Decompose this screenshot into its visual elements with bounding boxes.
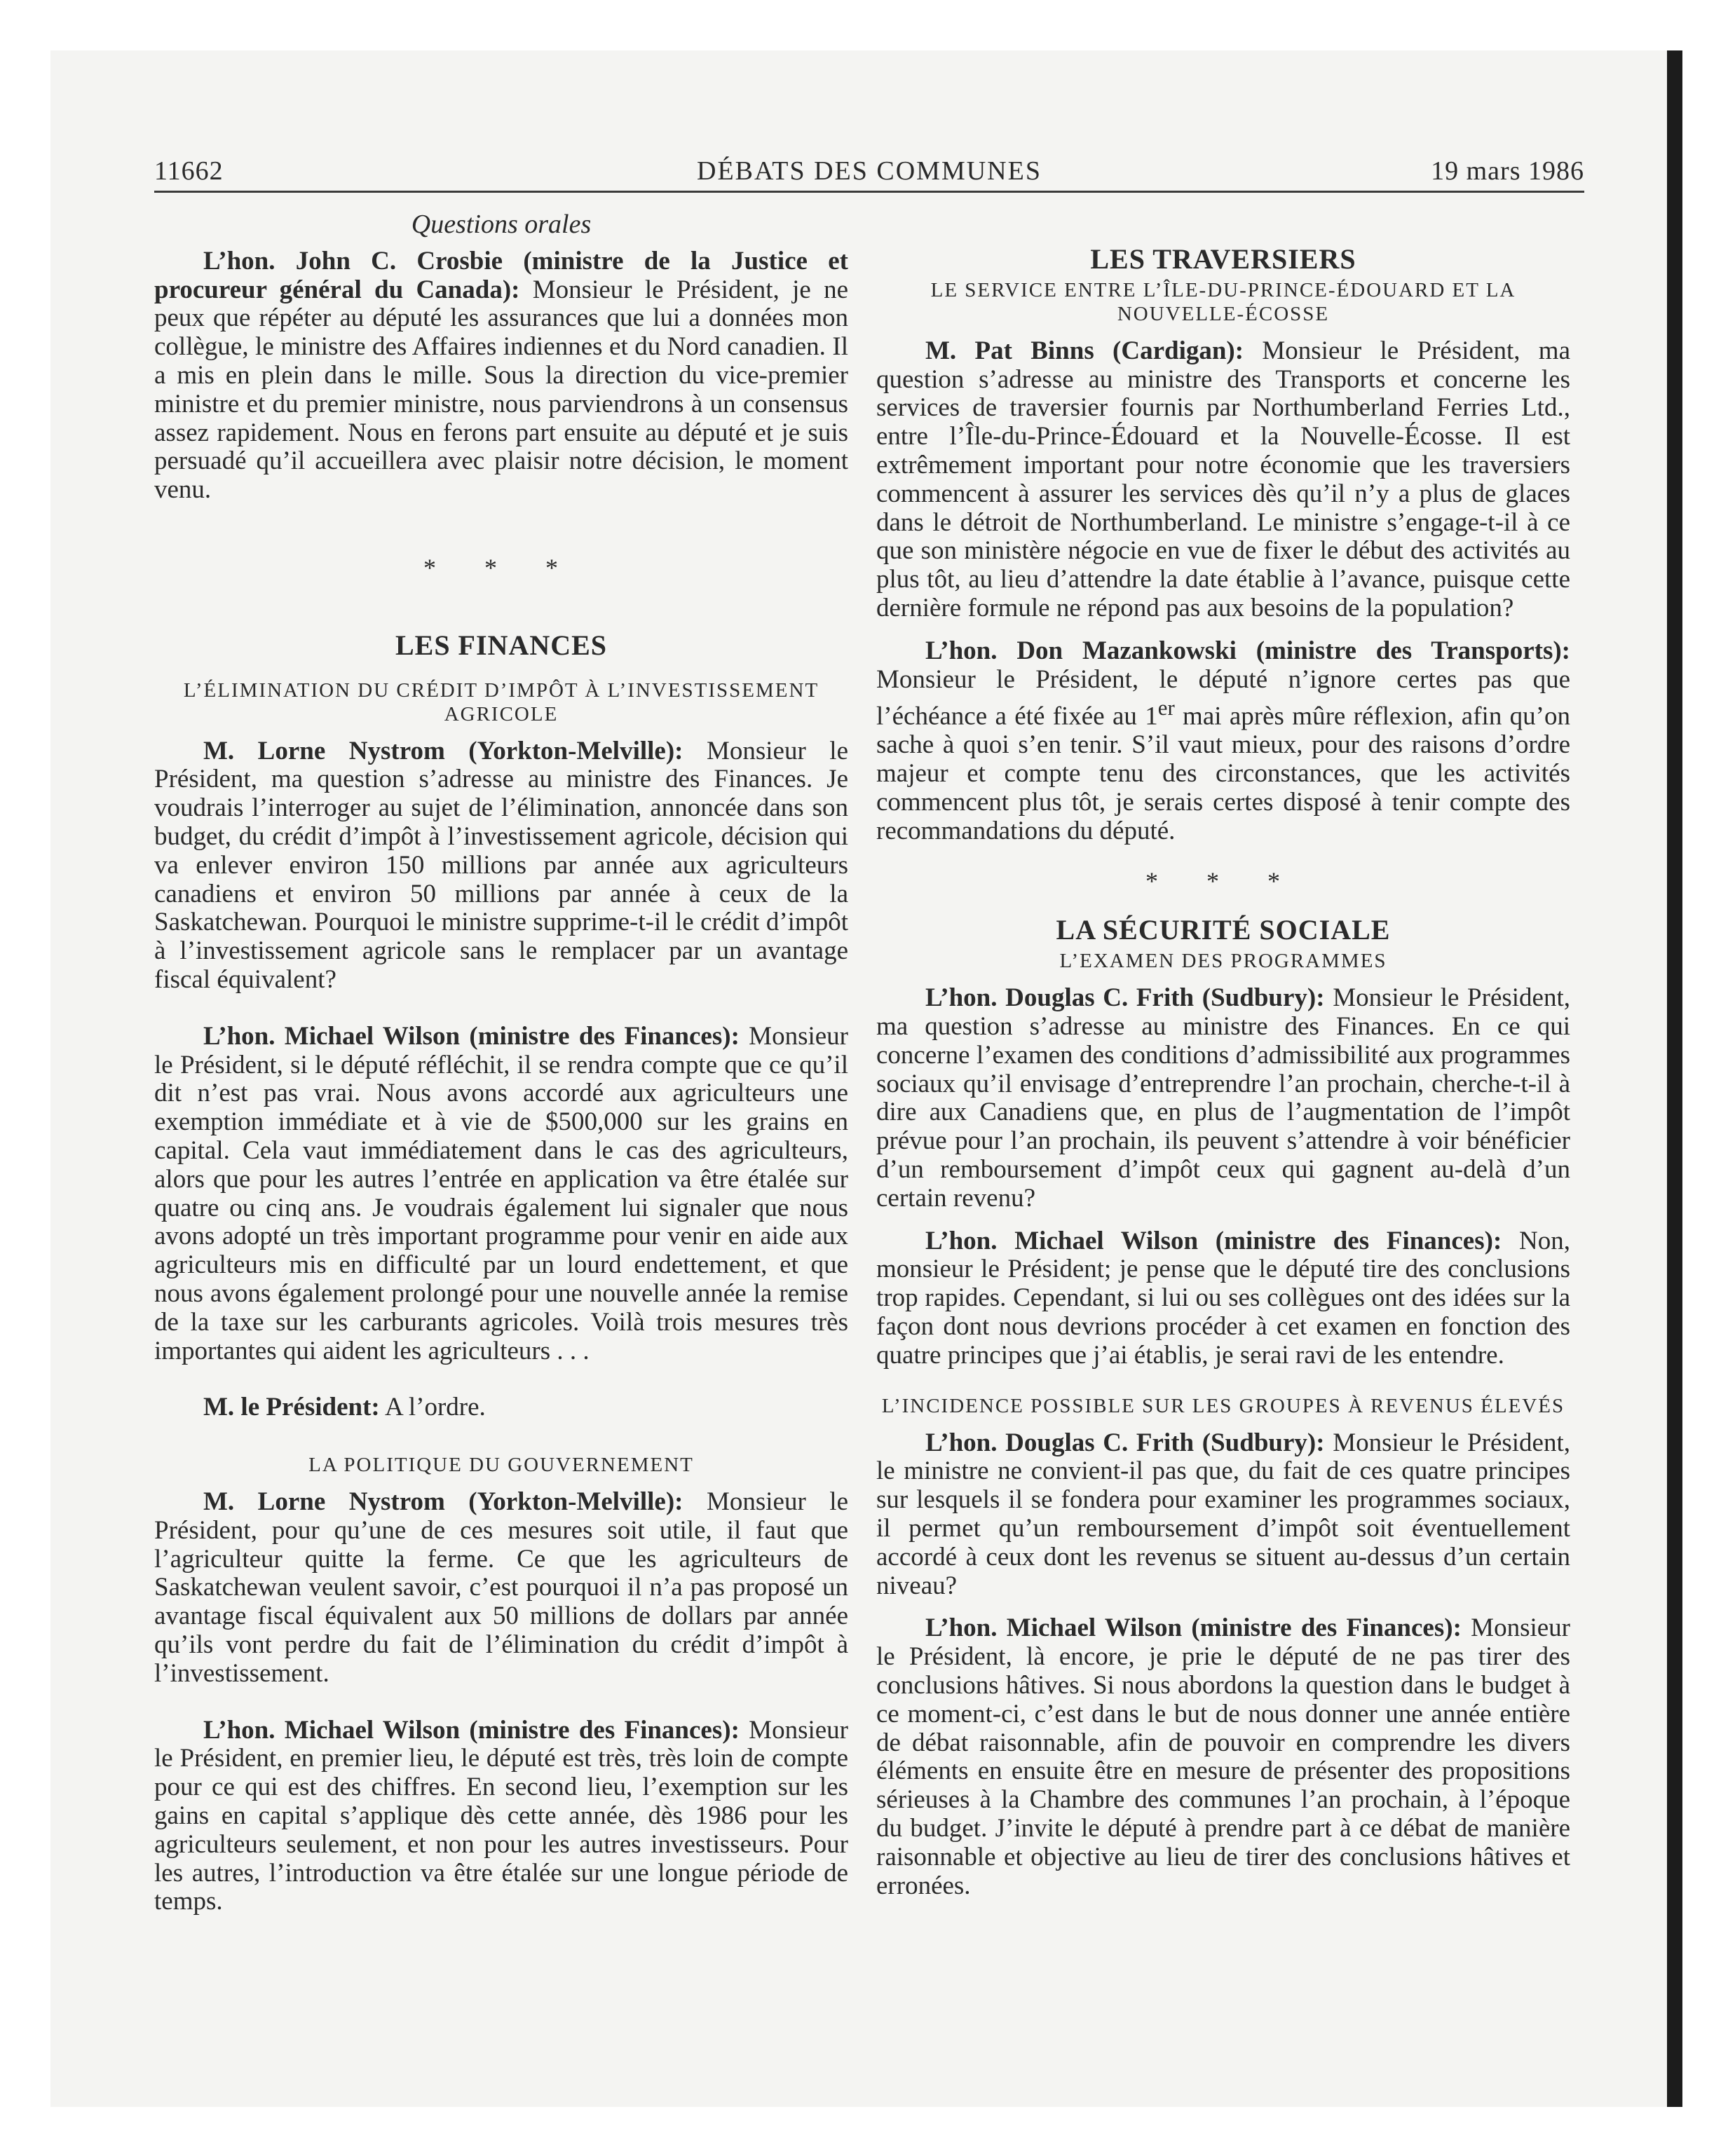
page-number: 11662 [154, 156, 224, 186]
speech-text: Monsieur le Président, là encore, je prie le député de ne pas tirer des conclusions hâtives. Si nous abordons la question dans le budget à ce moment-ci, c’est dans le but de nous donner une année entière de débat raisonnable, afin de pouvoir en comprendre les divers éléments en ensuite être en mesure de présenter des propositions sérieuses à la Chambre des communes l’an prochain, à l’époque du budget. J’invite le député à prendre part à ce débat de manière raisonnable et objective au lieu de tirer des conclusions hâtives et erronées. [876, 1613, 1570, 1900]
speaker-name: L’hon. Michael Wilson (ministre des Finances): [925, 1613, 1462, 1643]
section-label: Questions orales [411, 210, 592, 239]
right-column [876, 245, 1570, 1900]
speech-paragraph [154, 1393, 848, 1422]
subsection-heading: L’INCIDENCE POSSIBLE SUR LES GROUPES À REVENUS ÉLEVÉS [881, 1394, 1565, 1417]
section-separator: * * * [1145, 866, 1301, 895]
speech-paragraph [876, 1429, 1570, 1601]
subsection-heading: LA POLITIQUE DU GOUVERNEMENT [308, 1454, 694, 1477]
speaker-name: L’hon. Michael Wilson (ministre des Finances): [203, 1715, 740, 1745]
section-heading: LES FINANCES [395, 629, 608, 661]
scan-edge-bar [1667, 50, 1682, 2107]
ordinal-superscript: er [1157, 696, 1175, 721]
speech-text: Non, monsieur le Président; je pense que le député tire des conclusions trop rapides. Cependant, si lui ou ses collègues ont des idées sur la façon dont nous devrions procéder à cet examen en fonction des quatre principes que j’ai établis, je serai ravi de les entendre. [876, 1226, 1570, 1370]
speech-text: Monsieur le Président, le député n’ignore certes pas que l’échéance a été fixée au 1 [876, 664, 1570, 731]
section-heading: LA SÉCURITÉ SOCIALE [1056, 914, 1391, 946]
speaker-name: L’hon. Don Mazankowski (ministre des Transports): [925, 636, 1570, 665]
publication-date: 19 mars 1986 [1431, 156, 1584, 186]
speech-paragraph [154, 247, 848, 505]
page-header [154, 154, 1584, 193]
speech-paragraph [154, 1717, 848, 1917]
speech-text: Monsieur le Président, ma question s’adresse au ministre des Transports et concerne les services de traversier fournis par Northumberland Ferries Ltd., entre l’Île-du-Prince-Édouard et la Nouvelle-Écosse. Il est extrêmement important pour notre économie que les traversiers commencent à assurer les services dès qu’il n’y a plus de glaces dans le détroit de Northumberland. Le ministre s’engage-t-il à ce que son ministère négocie en vue de fixer le début des activités au plus tôt, au lieu d’attendre la date établie à l’avance, puisque cette dernière formule ne répond pas aux besoins de la population? [876, 336, 1570, 622]
section-separator: * * * [423, 553, 579, 582]
speaker-name: L’hon. Michael Wilson (ministre des Finances): [203, 1021, 740, 1051]
speech-paragraph [876, 984, 1570, 1213]
speech-paragraph [876, 637, 1570, 846]
left-column [154, 210, 848, 1916]
speaker-name: L’hon. Michael Wilson (ministre des Finances): [925, 1226, 1502, 1255]
subsection-heading: L’EXAMEN DES PROGRAMMES [1059, 950, 1387, 973]
speech-text: Monsieur le Président, pour qu’une de ces mesures soit utile, il faut que l’agriculteur quitte la ferme. Ce que les agriculteurs de Saskatchewan veulent savoir, c’est pourquoi il n’a pas proposé un avantage fiscal équivalent aux 50 millions de dollars par année qu’ils vont perdre du fait de l’élimination du crédit d’impôt à l’investissement. [154, 1487, 849, 1688]
speech-paragraph [876, 1227, 1570, 1370]
speaker-name: L’hon. Douglas C. Frith (Sudbury): [925, 983, 1325, 1013]
speaker-name: M. Pat Binns (Cardigan): [925, 336, 1244, 365]
speaker-name: M. Lorne Nystrom (Yorkton-Melville): [203, 736, 683, 765]
speech-paragraph [154, 1023, 848, 1366]
speaker-name: M. le Président: [203, 1393, 380, 1422]
speech-text: Monsieur le Président, je ne peux que répéter au député les assurances que lui a données mon collègue, le ministre des Affaires indiennes et du Nord canadien. Il a mis en plein dans le mille. Sous la direction du vice-premier ministre et du premier ministre, nous parviendrons à un consensus assez rapidement. Nous en ferons part ensuite au député et je suis persuadé qu’il accueillera avec plaisir notre décision, le moment venu. [154, 275, 848, 505]
speaker-name: L’hon. Douglas C. Frith (Sudbury): [925, 1428, 1325, 1457]
publication-title: DÉBATS DES COMMUNES [697, 156, 1042, 186]
speech-paragraph [876, 337, 1570, 623]
speech-text: Monsieur le Président, ma question s’adresse au ministre des Finances. En ce qui concerne l’examen des conditions d’admissibilité aux programmes sociaux qu’il envisage d’entreprendre l’an prochain, cherche-t-il à dire aux Canadiens que, en plus de l’augmentation de l’impôt prévue pour l’an prochain, ils peuvent s’attendre à voir bénéficier d’un remboursement d’impôt ceux qui gagnent au-delà d’un certain revenu? [876, 983, 1571, 1213]
speaker-name: M. Lorne Nystrom (Yorkton-Melville): [203, 1487, 683, 1517]
section-heading: LES TRAVERSIERS [1090, 243, 1356, 275]
subsection-heading: L’ÉLIMINATION DU CRÉDIT D’IMPÔT À L’INVESTISSEMENT AGRICOLE [183, 678, 819, 725]
speech-text: Monsieur le Président, le ministre ne convient-il pas que, du fait de ces quatre principes sur lesquels il se fondera pour examiner les programmes sociaux, il permet qu’un remboursement d’impôt soit éventuellement accordé à ceux dont les revenus se situent au-dessus d’un certain niveau? [876, 1428, 1571, 1600]
speech-paragraph [154, 737, 848, 995]
speech-text: Monsieur le Président, en premier lieu, le député est très, très loin de compte pour ce qui est des chiffres. En second lieu, l’exemption sur les gains en capital s’applique dès cette année, dès 1986 pour les agriculteurs seulement, et non pour les autres investisseurs. Pour les autres, l’introduction va être étalée sur une longue période de temps. [154, 1715, 848, 1916]
speech-paragraph [154, 1488, 848, 1688]
subsection-heading: LE SERVICE ENTRE L’ÎLE-DU-PRINCE-ÉDOUARD ET LA NOUVELLE-ÉCOSSE [930, 278, 1516, 325]
speech-paragraph [876, 1614, 1570, 1900]
speech-text: mai après mûre réflexion, afin qu’on sache à quoi s’en tenir. S’il vaut mieux, pour des raisons d’ordre majeur et compte tenu des circonstances, que les activités commencent plus tôt, je serais certes disposé à tenir compte des recommandations du député. [876, 702, 1570, 845]
speech-text: Monsieur le Président, ma question s’adresse au ministre des Finances. Je voudrais l’interroger au sujet de l’élimination, annoncée dans son budget, du crédit d’impôt à l’investissement agricole, décision qui va enlever environ 150 millions par année aux agriculteurs canadiens et environ 50 millions par année à ceux de la Saskatchewan. Pourquoi le ministre supprime-t-il le crédit d’impôt à l’investissement agricole sans le remplacer par un avantage fiscal équivalent? [154, 736, 849, 994]
speech-text: A l’ordre. [379, 1393, 486, 1422]
speaker-name: L’hon. John C. Crosbie (ministre de la Justice et procureur général du Canada): [154, 246, 848, 304]
speech-text: Monsieur le Président, si le député réfléchit, il se rendra compte que ce qu’il dit n’est pas vrai. Nous avons accordé aux agriculteurs une exemption immédiate et à vie de $500,000 sur les grains en capital. Cela vaut immédiatement dans le cas des agriculteurs, alors que pour les autres l’entrée en application va être étalée sur quatre ou cinq ans. Je voudrais également lui signaler que nous avons adopté un très important programme pour venir en aide aux agriculteurs mis en difficulté par un lourd endettement, et que nous avons également prolongé pour une nouvelle année la remise de la taxe sur les carburants agricoles. Voilà trois mesures très importantes qui aident les agriculteurs . . . [154, 1021, 848, 1365]
